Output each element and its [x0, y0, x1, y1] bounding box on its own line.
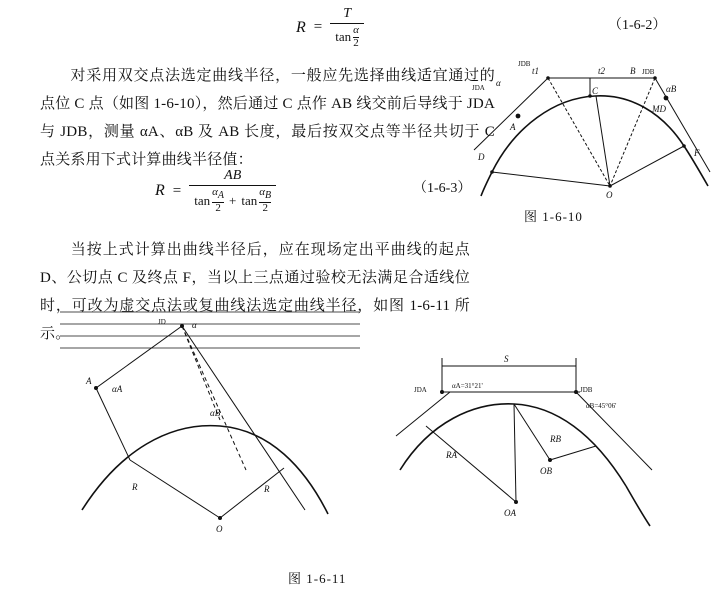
two-value-b: 2 [262, 201, 268, 214]
equation-1-6-3 [155, 168, 276, 214]
label-alpha: α [496, 78, 501, 88]
alpha-glyph: α [212, 186, 218, 198]
point-o [608, 184, 612, 188]
tangent-left-b [396, 392, 450, 436]
label-t2: t2 [598, 66, 606, 76]
equation-1-6-3-fraction [189, 168, 276, 214]
equation-1-6-3-denominator [189, 186, 276, 214]
radius-rb-2 [550, 446, 596, 460]
label-ra: RA [446, 450, 457, 460]
radius-rb [514, 404, 550, 460]
label-center-o: O [216, 524, 223, 534]
equation-1-6-3-lhs: R [155, 182, 165, 200]
compound-curve-tail [626, 486, 650, 526]
label-point-a: A [86, 376, 92, 386]
radius-right-a [220, 468, 284, 518]
alpha-a-over-two [212, 187, 224, 214]
subscript-a: A [217, 190, 225, 202]
point-jd-a-b [440, 390, 444, 394]
label-alpha-a-value: αA=31°21' [452, 382, 483, 390]
point-jd [180, 324, 184, 328]
point-f [682, 144, 686, 148]
plus-sign: + [229, 192, 237, 208]
label-alpha-b-value: αB=45°06' [586, 402, 617, 410]
figure-1-6-11-left-drawing [60, 300, 360, 555]
figure-1-6-10-caption: 图 1-6-10 [524, 209, 583, 224]
label-t1: t1 [532, 66, 540, 76]
label-o-point: O [606, 190, 613, 200]
paragraph-2-text: 当按上式计算出曲线半径后，应在现场定出平曲线的起点 D、公切点 C 及终点 F，当以上三点通过验校无法满足合适线位时，可改为虚交点法或复曲线法选定曲线半径，如图 1-6-11 所示。 [40, 242, 470, 342]
alpha-glyph: α [259, 186, 266, 198]
figure-1-6-11-caption: 图 1-6-11 [288, 571, 347, 586]
label-ob: OB [540, 466, 552, 476]
label-c-point: C [592, 86, 599, 96]
label-b-point: B [630, 66, 636, 76]
compound-curve [400, 404, 626, 486]
label-alpha-a: αA [112, 384, 123, 394]
label-md: MD [652, 104, 666, 114]
label-jd-b-right: JDB [580, 386, 593, 394]
point-jd-b [653, 76, 657, 80]
paragraph-1-text: 对采用双交点法选定曲线半径，一般应先选择曲线适宜通过的点位 C 点（如图 1-6-10），然后通过 C 点作 AB 线交前后导线于 JDA 与 JDB，测量 αA、αB 及 AB 长度，最后按双交点等半径共切于 C 点关系用下式计算曲线半径值： [40, 68, 495, 168]
tan-function-a: tan [194, 192, 211, 208]
radius-center-b [514, 404, 516, 502]
label-oa: OA [504, 508, 516, 518]
label-a-point: A [510, 122, 516, 132]
figure-1-6-11-right [390, 350, 690, 550]
equation-1-6-2 [296, 6, 446, 49]
tangent-left-a [96, 326, 182, 388]
point-d [490, 170, 494, 174]
figure-1-6-10-labels [472, 60, 700, 200]
figure-1-6-11-left-points [94, 324, 222, 520]
two-value: 2 [353, 36, 359, 49]
equation-1-6-2-equals: = [313, 19, 323, 36]
label-jd-a-right: JDA [414, 386, 427, 394]
label-alpha-b: αB [666, 84, 677, 94]
alpha-a-symbol [212, 187, 224, 202]
equation-1-6-3-numerator: AB [224, 168, 242, 183]
equation-1-6-2-numerator: T [343, 6, 351, 21]
radius-left [492, 172, 610, 186]
figure-1-6-11-left [60, 300, 360, 555]
label-f-point: F [694, 148, 700, 158]
alpha-b-symbol [259, 187, 271, 202]
two-value-a: 2 [215, 201, 221, 214]
tangent-left [474, 78, 548, 150]
line-jd-a-to-o [548, 78, 610, 186]
figure-1-6-10 [470, 54, 715, 204]
figure-1-6-11-right-points [440, 390, 578, 504]
label-d-point: D [478, 152, 485, 162]
label-rb: RB [550, 434, 561, 444]
line-jd-b-to-o [610, 78, 655, 186]
figure-1-6-10-drawing [470, 54, 715, 204]
equation-1-6-2-fraction [330, 6, 364, 49]
radius-right [610, 146, 684, 186]
paragraph-double-intersection [40, 62, 495, 174]
point-jd-b-b [574, 390, 578, 394]
radius-left-a [130, 460, 220, 518]
point-oa [514, 500, 518, 504]
curve-tail-left [481, 172, 492, 196]
label-jd-b-top: JDB [518, 60, 531, 68]
equation-number-1-6-2: （1-6-2） [608, 18, 667, 33]
tan-function-b: tan [241, 192, 258, 208]
figure-1-6-11-left-labels [85, 318, 270, 534]
label-alpha-a-fig: α [192, 320, 197, 330]
tangent-right-a [182, 326, 305, 510]
label-jd-b: JDB [642, 68, 655, 76]
radius-ra [426, 426, 516, 502]
point-ob [548, 458, 552, 462]
point-o-a [218, 516, 222, 520]
alpha-over-two [353, 25, 359, 49]
dashed-aux [182, 326, 220, 420]
label-jd-a: JDA [472, 84, 485, 92]
alpha-b-over-two [259, 187, 271, 214]
point-jd-a [546, 76, 550, 80]
subscript-b: B [265, 190, 272, 202]
label-s: S [504, 354, 509, 364]
figure-1-6-11-right-drawing [390, 350, 690, 550]
label-alpha-b: αB [210, 408, 221, 418]
label-radius-1: R [132, 482, 138, 492]
leader-a [96, 388, 130, 460]
radius-center [596, 96, 610, 186]
point-a [516, 114, 521, 119]
point-a-a [94, 386, 98, 390]
tangent-right [655, 78, 710, 172]
curve-path-a [82, 426, 328, 514]
tan-function: tan [335, 29, 352, 45]
label-radius-2: R [264, 484, 270, 494]
equation-1-6-3-equals: = [172, 182, 182, 199]
label-jd: JD [158, 318, 166, 326]
equation-1-6-2-denominator [330, 24, 364, 49]
alpha-symbol: α [353, 24, 359, 36]
equation-1-6-2-lhs: R [296, 18, 306, 36]
point-b-mark [664, 96, 669, 101]
equation-number-1-6-3: （1-6-3） [413, 181, 472, 196]
